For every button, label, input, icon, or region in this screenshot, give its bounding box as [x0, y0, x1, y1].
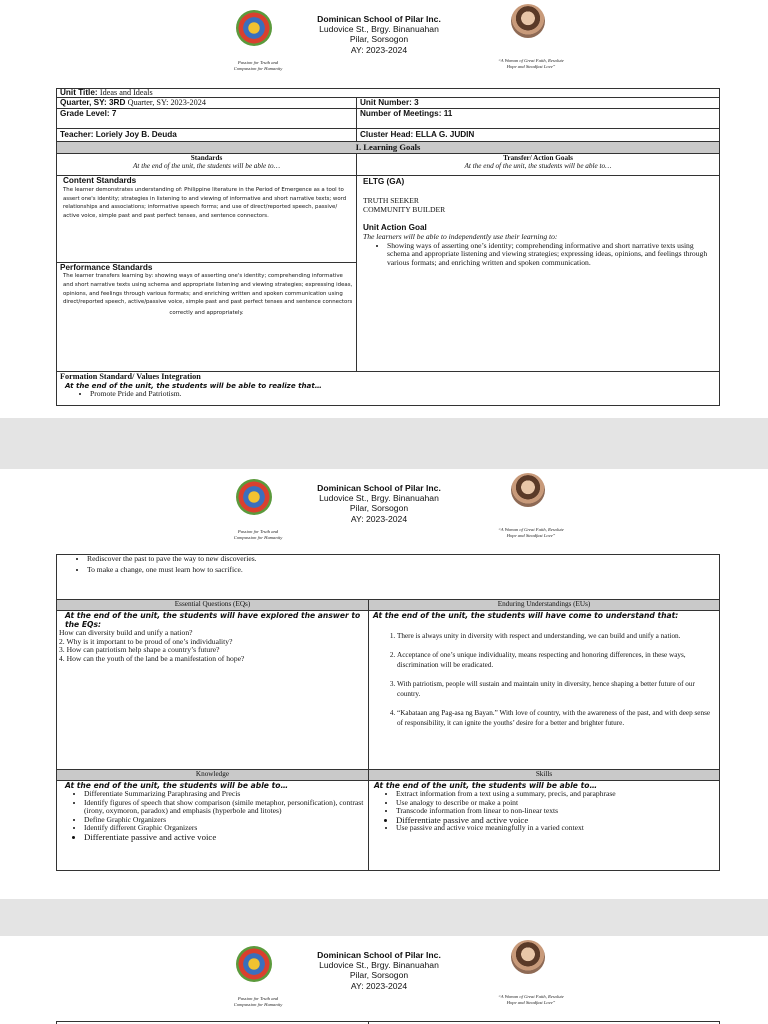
- formation-continued-cell: [57, 555, 720, 600]
- eq-header: Essential Questions (EQs): [57, 600, 369, 611]
- skills-item: • Differentiate passive and active voice: [396, 816, 716, 825]
- school-seal-logo: [236, 479, 272, 515]
- school-address-block: Dominican School of Pilar Inc. Ludovice St., Brgy. Binanuahan Pilar, Sorsogon AY: 2023-2024: [317, 950, 441, 991]
- formation-item: • Rediscover the past to pave the way to new discoveries.: [87, 555, 716, 564]
- eq-item: 3. How can patriotism help shape a country’s future?: [59, 645, 220, 655]
- standards-cell: [57, 176, 357, 372]
- eltg-title: ELTG (GA): [363, 177, 405, 186]
- motto-right: “A Woman of Great Faith, Resolute Hope and Steadfast Love”: [498, 58, 564, 69]
- eq-item: 2. Why is it important to be proud of one’s individuality?: [59, 636, 233, 646]
- eltg-community-builder: COMMUNITY BUILDER: [363, 204, 446, 214]
- knowledge-item: • Identify different Graphic Organizers: [84, 824, 365, 833]
- eltg-truth-seeker: TRUTH SEEKER: [363, 196, 419, 205]
- formation-sub: At the end of the unit, the students will be able to realize that…: [65, 381, 322, 390]
- unit-action-item: • Showing ways of asserting one’s identity; comprehending informative and short narrative texts using schema and appropriate listening and viewing strategies; expressing ideas, opinions, and feelings through various formats; and enriching written and spoken communication.: [387, 242, 715, 268]
- transfer-goals-header: Transfer/ Action Goals At the end of the unit, the students will be able to…: [357, 154, 720, 176]
- transfer-goals-cell: [357, 176, 720, 372]
- eu-item: 2. Acceptance of one’s unique individuality, means respecting and honoring differences, in these ways, discrimination will be eradicated.: [397, 650, 713, 671]
- page-1: [0, 0, 768, 418]
- grade-level-cell: Grade Level: 7: [57, 109, 357, 129]
- unit-title-row: Unit Title: Ideas and Ideals: [57, 89, 720, 98]
- knowledge-cell: [57, 781, 369, 871]
- quarter-cell: Quarter, SY: 3RD Quarter, SY: 2023-2024: [57, 98, 357, 109]
- eu-item: 3. With patriotism, people will sustain and maintain unity in diversity, hence shaping a better future of our country.: [397, 679, 713, 700]
- school-address-block: Dominican School of Pilar Inc. Ludovice St., Brgy. Binanuahan Pilar, Sorsogon AY: 2023-2024: [317, 483, 441, 524]
- formation-item: • Promote Pride and Patriotism.: [90, 390, 716, 399]
- knowledge-sub: At the end of the unit, the students will be able to…: [65, 781, 289, 790]
- letterhead: [0, 0, 768, 72]
- content-standards-title: Content Standards: [63, 176, 137, 185]
- eq-cell: [57, 611, 369, 770]
- school-address-block: [284, 14, 474, 55]
- motto-left: Passion for Truth and Compassion for Humanity: [233, 60, 283, 71]
- skills-sub: At the end of the unit, the students will be able to…: [374, 781, 598, 790]
- knowledge-item: • Identify figures of speech that show comparison (simile metaphor, personification), contrast (irony, oxymoron, paradox) and emphasis (hyperbole and litotes): [84, 799, 365, 816]
- eu-cell: [369, 611, 720, 770]
- patron-portrait-logo: [511, 940, 545, 974]
- unit-info-table: [56, 88, 720, 406]
- skills-item: • Use analogy to describe or make a point: [396, 799, 716, 808]
- formation-item: • To make a change, one must learn how to sacrifice.: [87, 566, 716, 575]
- learning-goals-heading: I. Learning Goals: [57, 142, 720, 154]
- knowledge-item: • Differentiate passive and active voice: [84, 833, 365, 842]
- eq-item: How can diversity build and unify a nation?: [59, 628, 193, 637]
- formation-title: Formation Standard/ Values Integration: [60, 372, 201, 381]
- skills-item: • Use passive and active voice meaningfully in a varied context: [396, 824, 716, 833]
- eq-item: 4. How can the youth of the land be a manifestation of hope?: [59, 653, 245, 663]
- school-name: Dominican School of Pilar Inc.: [317, 14, 441, 24]
- skills-item: • Extract information from a text using a summary, precis, and paraphrase: [396, 790, 716, 799]
- motto-left: Passion for Truth and Compassion for Humanity: [233, 529, 283, 540]
- performance-standards-text: The learner transfers learning by: showing ways of asserting one's identity; comprehending informative and short narrative texts using schema and appropriate listening and viewing strategies; expressing ideas, opinions, and feelings through various formats; and enriching written and spoken communication using direct/reported speech, active/passive voice, simple past and past perfect tenses and sentence connectors: [63, 273, 353, 306]
- meetings-cell: Number of Meetings: 11: [357, 109, 720, 129]
- school-seal-logo: [236, 946, 272, 982]
- patron-portrait-logo: [511, 4, 545, 38]
- address-line-1: Ludovice St., Brgy. Binanuahan: [319, 24, 439, 35]
- patron-portrait-logo: [511, 473, 545, 507]
- eu-item: 4. “Kabataan ang Pag-asa ng Bayan.” With love of country, with the awareness of the past, and with deep sense of responsibility, it can ignite the youths’ desire for a better and brighter future.: [397, 708, 713, 729]
- eu-sub: At the end of the unit, the students will have come to understand that:: [373, 611, 679, 620]
- letterhead: [0, 936, 768, 1008]
- motto-right: “A Woman of Great Faith, Resolute Hope and Steadfast Love”: [498, 527, 564, 538]
- knowledge-header: Knowledge: [57, 770, 369, 781]
- standards-header: Standards At the end of the unit, the students will be able to…: [57, 154, 357, 176]
- skills-item: • Transcode information from linear to non-linear texts: [396, 807, 716, 816]
- unit-number-cell: Unit Number: 3: [357, 98, 720, 109]
- performance-standards-title: Performance Standards: [60, 263, 153, 272]
- eu-item: 1. There is always unity in diversity with respect and understanding, we can build and unify a nation.: [397, 631, 713, 642]
- page-2: [0, 469, 768, 899]
- content-standards-text: The learner demonstrates understanding of: Philippine literature in the Period of Emergence as a tool to assert one's identity; strategies in listening to and viewing of informative and short narrative texts; word relationships and associations; informative speech forms; and use of direct/reported speech, passive/ active voice, simple past and past perfect tenses, and sentence connectors.: [63, 187, 347, 220]
- skills-header: Skills: [369, 770, 720, 781]
- cluster-head-cell: Cluster Head: ELLA G. JUDIN: [357, 129, 720, 142]
- skills-cell: [369, 781, 720, 871]
- motto-right: “A Woman of Great Faith, Resolute Hope and Steadfast Love”: [498, 994, 564, 1005]
- page-3: [0, 936, 768, 1024]
- knowledge-item: • Differentiate Summarizing Paraphrasing and Precis: [84, 790, 365, 799]
- unit-action-intro: The learners will be able to independently use their learning to:: [363, 232, 558, 242]
- letterhead: [0, 469, 768, 541]
- understanding-table: [56, 554, 720, 871]
- academic-year: AY: 2023-2024: [350, 44, 408, 55]
- eu-header: Enduring Understandings (EUs): [369, 600, 720, 611]
- school-seal-logo: [236, 10, 272, 46]
- unit-action-goal-title: Unit Action Goal: [363, 223, 427, 233]
- eq-sub: At the end of the unit, the students will have explored the answer to the EQs:: [65, 611, 361, 629]
- motto-left: Passion for Truth and Compassion for Humanity: [233, 996, 283, 1007]
- knowledge-item: • Define Graphic Organizers: [84, 816, 365, 825]
- address-line-2: Pilar, Sorsogon: [349, 34, 409, 45]
- formation-cell: [57, 372, 720, 406]
- teacher-cell: Teacher: Loriely Joy B. Deuda: [57, 129, 357, 142]
- performance-standards-end: correctly and appropriately.: [169, 310, 244, 317]
